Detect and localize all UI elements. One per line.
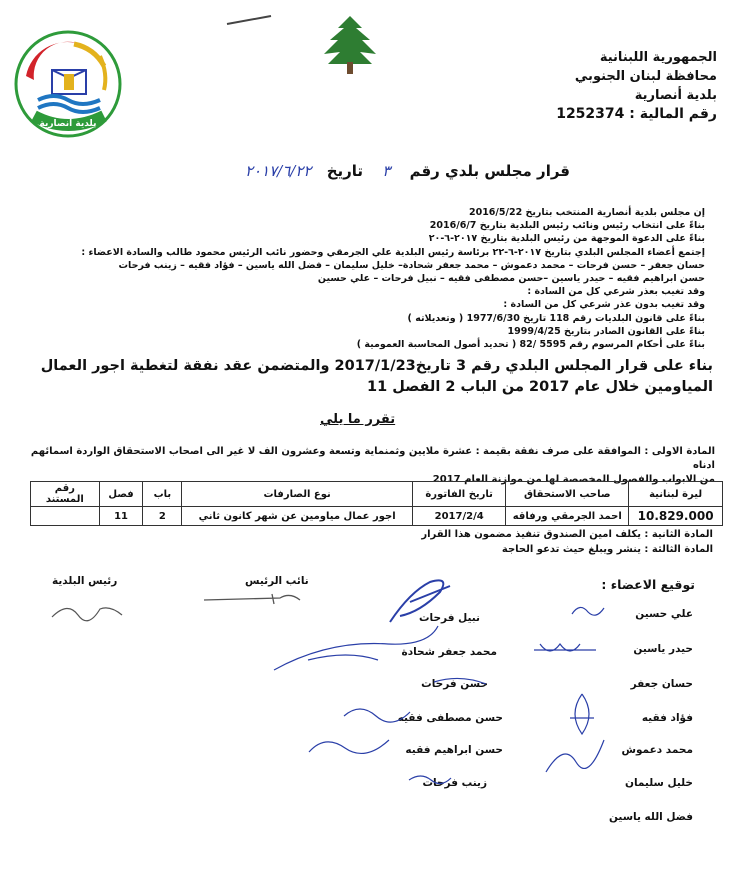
member-name: علي حسين	[635, 608, 693, 620]
articles-2-3	[213, 527, 713, 557]
member-signature	[562, 690, 602, 738]
table-header: فصل	[99, 482, 143, 507]
member-signature	[405, 768, 455, 788]
member-signature	[268, 620, 448, 680]
member-name: خليل سليمان	[624, 777, 693, 789]
preamble-line: إن مجلس بلدية أنصارية المنتخب بتاريخ 2016/5/22	[468, 207, 705, 218]
preamble-line: بناءً على انتخاب رئيس ونائب رئيس البلدية بتاريخ 2016/6/7	[429, 220, 705, 232]
table-header: باب	[143, 482, 182, 507]
financial-number: رقم المالية : 1252374	[556, 106, 717, 122]
table-row	[31, 507, 723, 526]
member-name: حسن ابراهيم فقيه	[405, 744, 503, 756]
preamble-line: وقد تغيب بعذر شرعي كل من السادة :	[527, 286, 705, 298]
member-name: فضل الله ياسين	[608, 811, 693, 823]
municipality-name: بلدية أنصارية	[634, 88, 717, 103]
table-header: رقم المستند	[31, 482, 100, 507]
preamble-line: بناءً على الدعوة الموجهة من رئيس البلدية بتاريخ ٢٠١٧-٦-٢٠	[428, 233, 705, 245]
member-signature	[530, 638, 600, 662]
table-cell: اجور عمال مياومين عن شهر كانون ثاني	[182, 507, 413, 526]
country-name: الجمهورية اللبنانية	[599, 50, 717, 65]
mayor-signature	[48, 595, 128, 625]
member-signature	[540, 732, 610, 782]
member-signature	[568, 600, 608, 622]
preamble-line: بناءً على أحكام المرسوم رقم 5595 /82 ( تحديد أصول المحاسبة العمومية )	[356, 339, 705, 351]
table-cell: احمد الجرمقي ورفاقه	[506, 507, 629, 526]
table-header: ليرة لبنانية	[629, 482, 723, 507]
member-name: حسن فرحات	[421, 678, 488, 690]
decision-title	[150, 162, 570, 180]
member-name: فؤاد فقيه	[641, 712, 693, 724]
handwritten-date: ٢٠١٧/٦/٢٢	[244, 162, 312, 180]
member-signature	[340, 698, 420, 728]
member-name: حسان جعفر	[630, 678, 693, 690]
deputy-label: نائب الرئيس	[245, 575, 309, 587]
article-1-line-1: المادة الاولى : الموافقة على صرف نفقة بقيمة : عشرة ملايين وثمنماية وتسعة وعشرون الف لا غير الى اصحاب الاستحقاق الواردة اسمائهم ادناه	[30, 446, 715, 471]
cedar-emblem	[318, 14, 382, 76]
member-name: زينب فرحات	[422, 777, 487, 789]
member-signature	[305, 730, 395, 760]
article-2: المادة الثانية : يكلف امين الصندوق تنفيذ مضمون هذا القرار	[421, 529, 713, 540]
table-header: تاريخ الفاتورة	[412, 482, 505, 507]
mayor-label: رئيس البلدية	[52, 575, 118, 587]
preamble-line: بناءً على القانون الصادر بتاريخ 1999/4/25	[507, 325, 705, 337]
preamble-line: إجتمع أعضاء المجلس البلدي بتاريخ ٢٠١٧-٦-٢٢ برئاسة رئيس البلدية علي الجرمقي وحضور نائب الرئيس محمود طالب والسادة الاعضاء :	[81, 246, 705, 258]
title-text: قرار مجلس بلدي رقم	[409, 162, 570, 180]
deputy-signature	[200, 588, 310, 610]
table-header: صاحب الاستحقاق	[506, 482, 629, 507]
table-cell: 10.829.000	[629, 507, 723, 526]
expense-table	[30, 481, 723, 526]
table-cell: 2	[143, 507, 182, 526]
preamble	[15, 206, 705, 351]
decides-heading: تقرر ما يلي	[320, 412, 396, 427]
governorate-name: محافظة لبنان الجنوبي	[574, 69, 717, 84]
title-date-label: تاريخ	[326, 162, 364, 180]
table-cell: 11	[99, 507, 143, 526]
table-cell: 2017/2/4	[412, 507, 505, 526]
table-header: نوع الصارفات	[182, 482, 413, 507]
logo-text: بلدية أنصارية	[39, 119, 97, 129]
main-decision: بناء على قرار المجلس البلدي رقم 3 تاريخ2017/1/23 والمتضمن عقد نفقة لتغطية اجور العمال المياومين خلال عام 2017 من الباب 2 الفصل 11	[40, 358, 713, 395]
member-name: حيدر ياسين	[633, 643, 693, 655]
article-3: المادة الثالثة : ينشر ويبلغ حيث تدعو الحاجة	[501, 544, 713, 555]
header-block	[457, 48, 717, 124]
preamble-line: حسن ابراهيم فقيه – حيدر ياسين –حسن مصطفى فقيه – نبيل فرحات – علي حسين	[317, 273, 705, 285]
table-cell	[31, 507, 100, 526]
table-header-row	[31, 482, 723, 507]
scan-mark	[225, 14, 275, 26]
members-signature-title: توقيع الاعضاء :	[601, 577, 695, 592]
member-name: محمد جعفر شحادة	[401, 646, 497, 658]
member-name: محمد دعموش	[621, 744, 693, 756]
member-name: نبيل فرحات	[418, 612, 480, 624]
article-1-line-2: من الابواب والفصول المخصصة لها من موازنة العام 2017	[432, 474, 715, 485]
preamble-line: بناءً على قانون البلديات رقم 118 تاريخ 1977/6/30 ( وتعديلاته )	[407, 312, 705, 324]
preamble-line: وقد تغيب بدون عذر شرعي كل من السادة :	[503, 299, 705, 311]
member-signature	[430, 672, 490, 692]
preamble-line: حسان جعفر – حسن فرحات – محمد دعموش – محمد جعفر شحادة– خليل سليمان – فضل الله ياسين – فؤاد فقيه – زينب فرحات	[118, 259, 705, 271]
municipality-logo	[14, 30, 122, 138]
handwritten-number: ٣	[382, 162, 391, 180]
member-name: حسن مصطفى فقيه	[397, 712, 503, 724]
